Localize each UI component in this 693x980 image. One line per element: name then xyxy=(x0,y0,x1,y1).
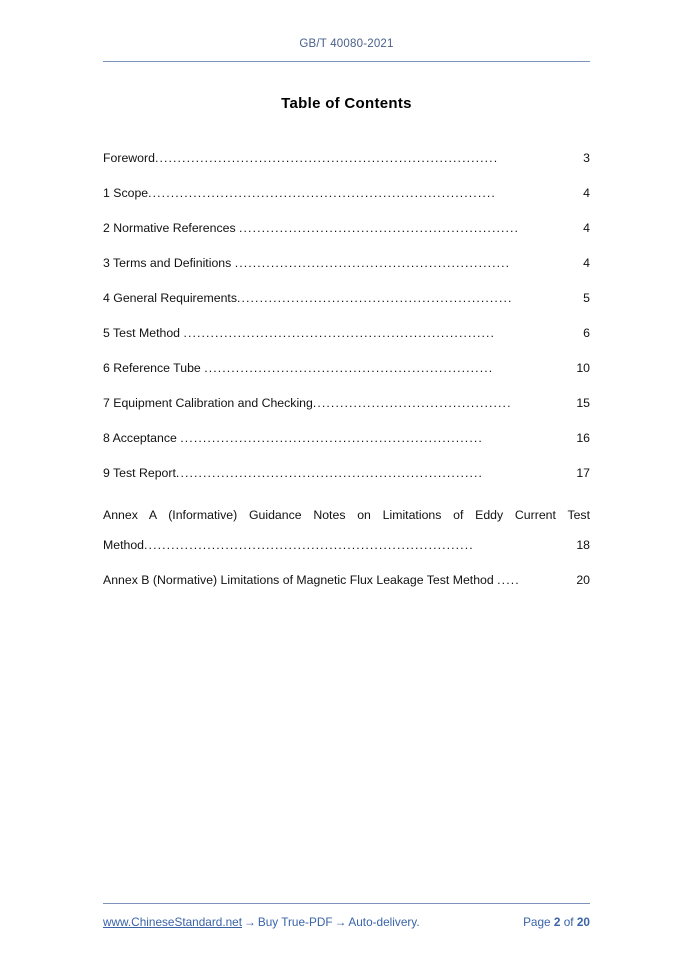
toc-leader-dots: .............................................................. xyxy=(239,221,520,235)
toc-label: Annex B (Normative) Limitations of Magnetic Flux Leakage Test Method xyxy=(103,573,498,587)
table-of-contents xyxy=(103,150,590,607)
toc-item-normative-references[interactable] xyxy=(103,220,590,237)
site-link[interactable]: www.ChineseStandard.net xyxy=(103,915,243,929)
page-indicator xyxy=(523,915,590,929)
footer-buy-text: Buy True-PDF xyxy=(257,915,333,929)
page-title: Table of Contents xyxy=(281,95,412,112)
toc-item-test-method[interactable] xyxy=(103,325,590,342)
toc-page-number: 4 xyxy=(583,256,590,270)
toc-page-number: 5 xyxy=(583,291,590,305)
toc-leader-dots: ................................................................... xyxy=(180,431,483,445)
toc-label: 6 Reference Tube xyxy=(103,361,205,375)
arrow-right-icon-2: → xyxy=(334,915,347,929)
toc-leader-dots: ......................................................................... xyxy=(144,538,474,552)
toc-leader-dots: ............................................................. xyxy=(234,256,511,270)
toc-item-test-report[interactable] xyxy=(103,465,590,482)
total-page-number: 20 xyxy=(576,915,590,929)
page-header xyxy=(103,38,590,50)
arrow-right-icon: → xyxy=(244,915,256,929)
toc-item-foreword[interactable] xyxy=(103,150,590,167)
toc-leader-dots: ..................................................................... xyxy=(183,326,496,340)
toc-page-number: 4 xyxy=(583,221,590,235)
toc-page-number: 17 xyxy=(576,466,590,480)
toc-label: Foreword xyxy=(103,151,155,165)
page-footer xyxy=(103,915,590,929)
toc-page-number: 4 xyxy=(583,186,590,200)
toc-label: 8 Acceptance xyxy=(103,431,181,445)
toc-leader-dots: ..... xyxy=(497,573,520,587)
footer-delivery-text: Auto-delivery. xyxy=(348,915,420,929)
of-word: of xyxy=(563,915,574,929)
toc-item-terms-and-definitions[interactable] xyxy=(103,255,590,272)
toc-label: 5 Test Method xyxy=(103,326,184,340)
toc-leader-dots: ............................................................. xyxy=(236,291,513,305)
toc-page-number: 6 xyxy=(583,326,590,340)
standard-code: GB/T 40080-2021 xyxy=(299,38,394,50)
toc-page-number: 3 xyxy=(583,151,590,165)
toc-label: Method xyxy=(103,538,145,552)
toc-label: 1 Scope xyxy=(103,186,149,200)
toc-item-general-requirements[interactable] xyxy=(103,290,590,307)
toc-item-annex-a[interactable] xyxy=(103,500,590,560)
toc-label: 2 Normative References xyxy=(103,221,240,235)
current-page-number: 2 xyxy=(553,915,561,929)
toc-page-number: 15 xyxy=(576,396,590,410)
toc-item-acceptance[interactable] xyxy=(103,430,590,447)
toc-leader-dots: .................................................................... xyxy=(175,466,484,480)
footer-divider xyxy=(103,903,590,904)
toc-label: 9 Test Report xyxy=(103,466,176,480)
footer-promo[interactable] xyxy=(103,915,420,929)
toc-item-equipment-calibration-and-checking[interactable] xyxy=(103,395,590,412)
page-word: Page xyxy=(523,915,551,929)
toc-label-line2 xyxy=(103,530,590,560)
toc-label: 3 Terms and Definitions xyxy=(103,256,235,270)
toc-page-number: 10 xyxy=(576,361,590,375)
toc-label: 7 Equipment Calibration and Checking xyxy=(103,396,313,410)
toc-label-line1: Annex A (Informative) Guidance Notes on Limitations of Eddy Current Test xyxy=(103,508,590,522)
toc-page-number: 18 xyxy=(576,538,590,552)
toc-page-number: 16 xyxy=(576,431,590,445)
toc-item-annex-b[interactable] xyxy=(103,572,590,589)
toc-leader-dots: ................................................................ xyxy=(204,361,494,375)
toc-leader-dots: ............................................................................ xyxy=(154,151,499,165)
toc-leader-dots: ............................................................................. xyxy=(148,186,496,200)
toc-label: 4 General Requirements xyxy=(103,291,237,305)
toc-page-number: 20 xyxy=(576,573,590,587)
toc-item-scope[interactable] xyxy=(103,185,590,202)
header-divider xyxy=(103,61,590,62)
toc-leader-dots: ............................................ xyxy=(312,396,512,410)
toc-item-reference-tube[interactable] xyxy=(103,360,590,377)
